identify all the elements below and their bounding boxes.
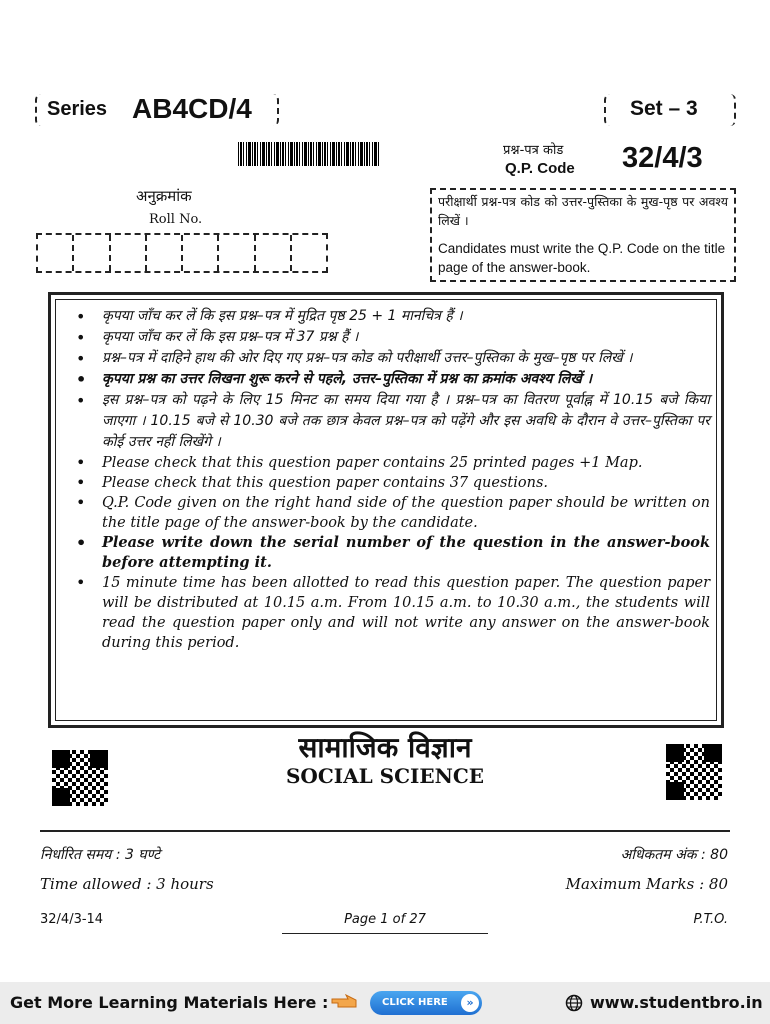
double-chevron-right-icon: » xyxy=(461,994,479,1012)
barcode xyxy=(238,142,380,166)
instruction-item: • प्रश्न–पत्र में दाहिने हाथ की ओर दिए गए प्रश्न–पत्र कोड को परीक्षार्थी उत्तर–पुस्तिका के मुख–पृष्ठ पर लिखें । xyxy=(74,348,710,369)
pto-label: P.T.O. xyxy=(693,912,728,927)
paper-code: 32/4/3-14 xyxy=(40,912,104,927)
series-box xyxy=(35,94,279,126)
maximum-marks-hindi: अधिकतम अंक : 80 xyxy=(620,847,728,863)
time-allowed: Time allowed : 3 hours xyxy=(40,875,214,893)
maximum-marks: Maximum Marks : 80 xyxy=(565,875,728,893)
instruction-item: • 15 minute time has been allotted to read this question paper. The question paper will be distributed at 10.15 a.m. From 10.15 a.m. to 10.30 a.m., the students will read the question paper only and will not write any answer on the answer-book during this period. xyxy=(74,573,710,653)
candidate-note-box xyxy=(430,188,736,282)
instruction-item: • कृपया जाँच कर लें कि इस प्रश्न–पत्र में मुद्रित पृष्ठ 25 + 1 मानचित्र हैं । xyxy=(74,306,710,327)
instruction-item: • Please check that this question paper contains 25 printed pages +1 Map. xyxy=(74,453,710,473)
subject-title: SOCIAL SCIENCE xyxy=(285,764,485,788)
page-number: Page 1 of 27 xyxy=(282,912,488,934)
instruction-item: • Please check that this question paper contains 37 questions. xyxy=(74,473,710,493)
instruction-item: • कृपया जाँच कर लें कि इस प्रश्न–पत्र में 37 प्रश्न हैं । xyxy=(74,327,710,348)
set-label: Set – 3 xyxy=(630,97,698,120)
click-here-button[interactable] xyxy=(370,991,482,1015)
set-box xyxy=(604,94,736,126)
promo-text: Get More Learning Materials Here : xyxy=(10,993,329,1012)
divider xyxy=(40,830,730,832)
instruction-item: • Please write down the serial number of the question in the answer-book before attempting it. xyxy=(74,533,710,573)
roll-digit-box xyxy=(74,235,110,271)
qp-code-value: 32/4/3 xyxy=(622,142,703,174)
pointing-hand-icon xyxy=(330,993,360,1011)
series-label: Series xyxy=(47,98,108,120)
roll-digit-box xyxy=(38,235,74,271)
qp-code-label: Q.P. Code xyxy=(505,160,575,177)
instruction-item: • कृपया प्रश्न का उत्तर लिखना शुरू करने से पहले, उत्तर–पुस्तिका में प्रश्न का क्रमांक अवश्य लिखें । xyxy=(74,369,710,390)
instructions-list xyxy=(74,306,710,653)
roll-digit-box xyxy=(147,235,183,271)
roll-digit-box xyxy=(256,235,292,271)
click-here-label: CLICK HERE xyxy=(382,997,448,1008)
roll-number-label-hindi: अनुक्रमांक xyxy=(136,187,192,205)
globe-icon xyxy=(565,994,583,1012)
qp-code-label-hindi: प्रश्न-पत्र कोड xyxy=(503,143,564,158)
instructions-inner-border xyxy=(55,299,717,721)
subject-title-hindi: सामाजिक विज्ञान xyxy=(298,731,472,764)
series-value: AB4CD/4 xyxy=(132,93,252,124)
promo-banner xyxy=(0,982,770,1024)
instruction-item: • इस प्रश्न–पत्र को पढ़ने के लिए 15 मिनट का समय दिया गया है । प्रश्न–पत्र का वितरण पूर्वाह्न में 10.15 बजे किया जाएगा । 10.15 बजे से 10.30 बजे तक छात्र केवल प्रश्न–पत्र को पढ़ेंगे और इस अवधि के दौरान वे उत्तर–पुस्तिका पर कोई उत्तर नहीं लिखेंगे । xyxy=(74,390,710,453)
candidate-note-hindi: परीक्षार्थी प्रश्न-पत्र कोड को उत्तर-पुस्तिका के मुख-पृष्ठ पर अवश्य लिखें । xyxy=(438,194,728,228)
time-allowed-hindi: निर्धारित समय : 3 घण्टे xyxy=(40,847,161,863)
roll-digit-box xyxy=(183,235,219,271)
roll-digit-box xyxy=(219,235,255,271)
instruction-item: • Q.P. Code given on the right hand side of the question paper should be written on the title page of the answer-book by the candidate. xyxy=(74,493,710,533)
roll-digit-box xyxy=(111,235,147,271)
website-link[interactable]: www.studentbro.in xyxy=(590,993,763,1012)
instructions-box xyxy=(48,292,724,728)
roll-number-label: Roll No. xyxy=(149,212,203,227)
roll-digit-box xyxy=(292,235,326,271)
candidate-note-english: Candidates must write the Q.P. Code on the title page of the answer-book. xyxy=(438,241,726,275)
roll-number-boxes xyxy=(36,233,328,273)
